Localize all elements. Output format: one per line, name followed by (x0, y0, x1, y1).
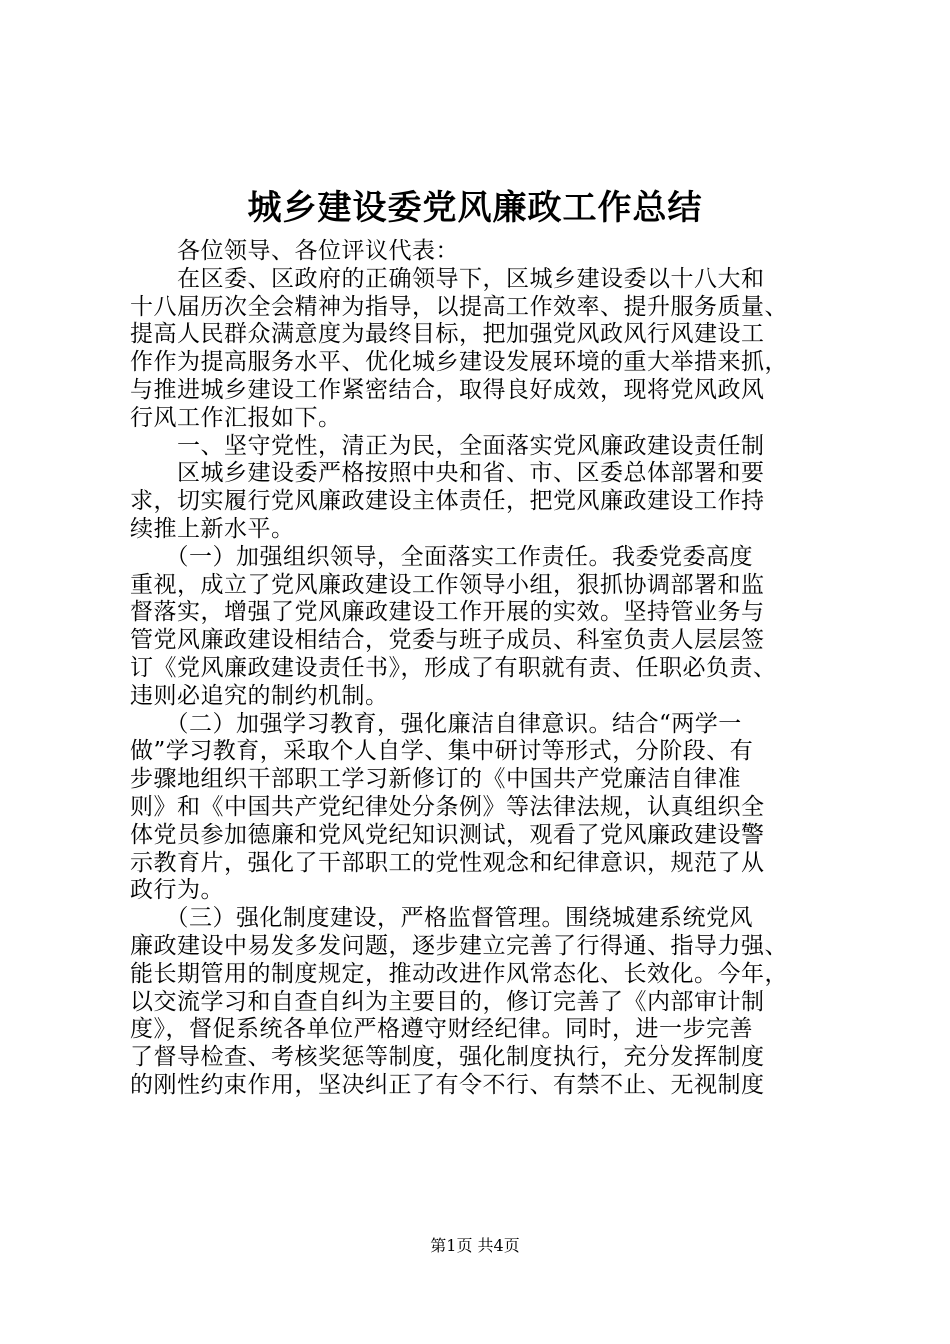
text-line: 提高人民群众满意度为最终目标，把加强党风政风行风建设工 (130, 321, 765, 348)
document-body (130, 238, 830, 1100)
text-line: 在区委、区政府的正确领导下，区城乡建设委以十八大和 (130, 265, 765, 292)
text-line: （一）加强组织领导，全面落实工作责任。我委党委高度 (130, 543, 753, 570)
text-line: 重视，成立了党风廉政建设工作领导小组，狠抓协调部署和监 (130, 571, 765, 598)
text-line: 一、坚守党性，清正为民，全面落实党风廉政建设责任制 (130, 432, 765, 459)
text-line: 能长期管用的制度规定，推动改进作风常态化、长效化。今年， (130, 960, 788, 987)
text-line: 行风工作汇报如下。 (130, 404, 342, 431)
text-line: （三）强化制度建设，严格监督管理。围绕城建系统党风 (130, 905, 753, 932)
text-line: 作作为提高服务水平、优化城乡建设发展环境的重大举措来抓， (130, 349, 788, 376)
text-line: 十八届历次全会精神为指导，以提高工作效率、提升服务质量、 (130, 293, 788, 320)
text-line: 以交流学习和自查自纠为主要目的，修订完善了《内部审计制 (130, 988, 765, 1015)
text-line: 管党风廉政建设相结合，党委与班子成员、科室负责人层层签 (130, 627, 765, 654)
text-line: 的刚性约束作用，坚决纠正了有令不行、有禁不止、无视制度 (130, 1071, 765, 1098)
text-line: 则》和《中国共产党纪律处分条例》等法律法规，认真组织全 (130, 793, 765, 820)
text-line: 违则必追究的制约机制。 (130, 682, 389, 709)
text-line: 续推上新水平。 (130, 515, 295, 542)
text-line: （二）加强学习教育，强化廉洁自律意识。结合“两学一 (130, 710, 742, 737)
text-line: 求，切实履行党风廉政建设主体责任，把党风廉政建设工作持 (130, 488, 765, 515)
text-line: 做”学习教育，采取个人自学、集中研讨等形式，分阶段、有 (130, 738, 754, 765)
text-line: 各位领导、各位评议代表： (130, 238, 459, 264)
text-line: 示教育片，强化了干部职工的党性观念和纪律意识，规范了从 (130, 849, 765, 876)
text-line: 步骤地组织干部职工学习新修订的《中国共产党廉洁自律准 (130, 766, 741, 793)
text-line: 政行为。 (130, 877, 224, 904)
text-line: 体党员参加德廉和党风党纪知识测试，观看了党风廉政建设警 (130, 821, 765, 848)
text-line: 了督导检查、考核奖惩等制度，强化制度执行，充分发挥制度 (130, 1044, 765, 1071)
text-line: 区城乡建设委严格按照中央和省、市、区委总体部署和要 (130, 460, 765, 487)
text-line: 度》，督促系统各单位严格遵守财经纪律。同时，进一步完善 (130, 1016, 753, 1043)
text-line: 廉政建设中易发多发问题，逐步建立完善了行得通、指导力强、 (130, 932, 788, 959)
text-line: 订《党风廉政建设责任书》，形成了有职就有责、任职必负责、 (130, 654, 777, 681)
text-line: 督落实，增强了党风廉政建设工作开展的实效。坚持管业务与 (130, 599, 765, 626)
text-line: 与推进城乡建设工作紧密结合，取得良好成效，现将党风政风 (130, 376, 765, 403)
document-title: 城乡建设委党风廉政工作总结 (247, 188, 703, 228)
page-footer: 第1页 共4页 (430, 1236, 520, 1255)
